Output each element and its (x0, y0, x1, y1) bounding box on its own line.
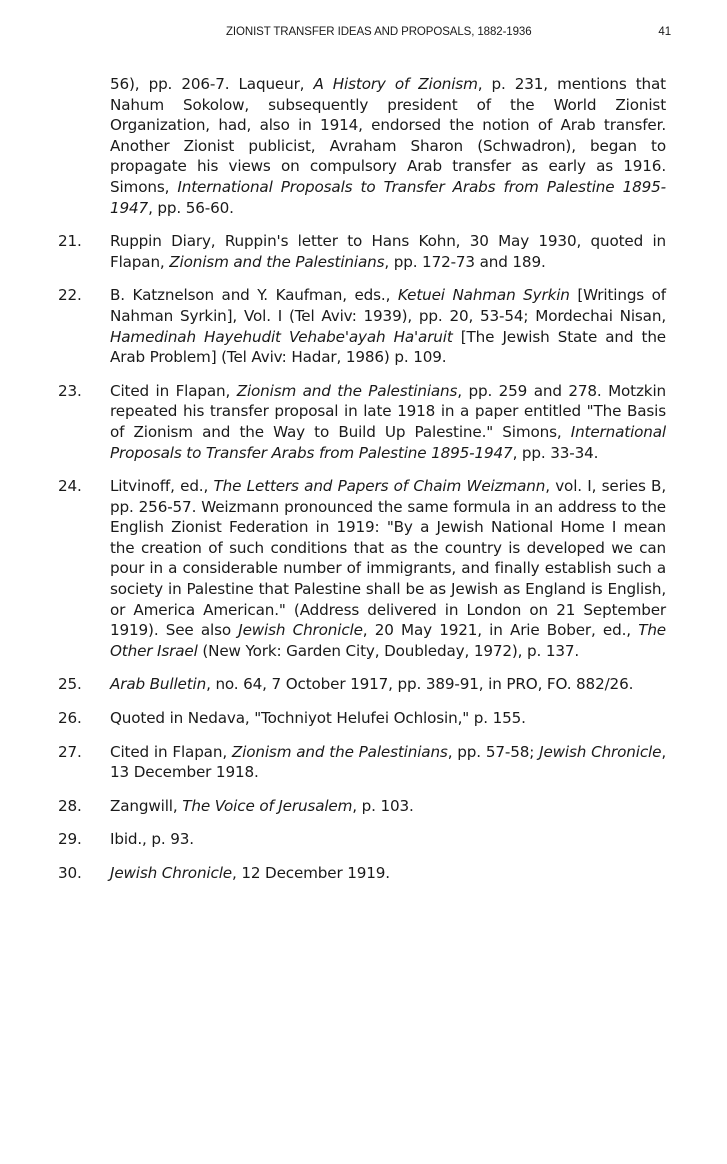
text-run: [Writings of Nahman Syrkin], Vol. I (Tel Aviv: 1939), pp. 20, 53-54; Mordechai Nisan, (110, 286, 666, 325)
italic-title: Jewish Chronicle (110, 864, 232, 882)
endnote (58, 231, 666, 272)
italic-title: Zionism and the Palestinians (236, 381, 458, 400)
endnote (58, 674, 666, 695)
italic-title: Jewish Chronicle (539, 742, 662, 761)
text-run: , p. 103. (352, 796, 414, 815)
text-run: , pp. 33-34. (512, 443, 599, 462)
italic-title: International Proposals to Transfer Arabs from Palestine 1895-1947 (110, 422, 666, 462)
endnote (58, 863, 666, 884)
italic-title: International Proposals to Transfer Arabs from Palestine 1895-1947 (110, 177, 666, 217)
endnotes-list (58, 74, 666, 897)
italic-title: Zionism and the Palestinians (169, 252, 385, 271)
endnote-text (110, 674, 666, 695)
page-number: 41 (658, 26, 671, 38)
text-run: , 20 May 1921, in Arie Bober, ed., (362, 621, 639, 640)
endnote-text (110, 829, 666, 850)
endnote (58, 796, 666, 817)
italic-title: Zionism and the Palestinians (231, 742, 448, 761)
endnote-text (110, 231, 666, 272)
text-run: B. Katznelson and Y. Kaufman, eds., (110, 286, 398, 305)
endnote-text (110, 476, 666, 661)
text-run: Ruppin Diary, Ruppin's letter to Hans Kohn, 30 May 1930, quoted in Flapan, (110, 232, 666, 271)
text-run: Zangwill, (110, 796, 183, 815)
endnote-text (110, 742, 666, 783)
italic-title: The Letters and Papers of Chaim Weizmann (213, 477, 546, 496)
endnote-number: 28. (58, 796, 82, 815)
endnote-text (110, 285, 666, 367)
text-run: , pp. 57-58; (447, 742, 540, 761)
text-run: Cited in Flapan, (110, 381, 237, 400)
text-run: , pp. 172-73 and 189. (384, 252, 546, 271)
text-run: , 12 December 1919. (231, 864, 390, 882)
endnote (58, 708, 666, 729)
endnote-number: 30. (58, 864, 82, 882)
endnote (58, 476, 666, 661)
text-run: , no. 64, 7 October 1917, pp. 389-91, in PRO, FO. 882/26. (206, 675, 634, 694)
italic-title: Arab Bulletin (110, 675, 207, 694)
endnote-number: 29. (58, 830, 82, 849)
endnote (58, 829, 666, 850)
text-run: Cited in Flapan, (110, 742, 232, 761)
endnote-number: 22. (58, 286, 82, 305)
endnote-text (110, 381, 666, 463)
text-run: , vol. I, series B, pp. 256-57. Weizmann pronounced the same formula in an address to the English Zionist Federation in 1919: "By a Jewish National Home I mean the creation of such conditions that as the country is developed we can pour in a considerable number of immigrants, and finally establish such a society in Palestine that Palestine shall be as Jewish as England is English, or America American." (Address delivered in London on 21 September 1919). See also (110, 477, 667, 640)
endnote (58, 381, 666, 463)
text-run: (New York: Garden City, Doubleday, 1972), p. 137. (197, 641, 580, 660)
endnote-number: 26. (58, 709, 82, 728)
italic-title: Jewish Chronicle (238, 621, 363, 640)
text-run: Quoted in Nedava, "Tochniyot Helufei Ochlosin," p. 155. (110, 709, 526, 728)
italic-title: Ketuei Nahman Syrkin (397, 286, 570, 305)
text-run: , pp. 56-60. (148, 198, 234, 217)
text-run: Litvinoff, ed., (110, 477, 214, 496)
italic-title: The Voice of Jerusalem (182, 796, 353, 815)
italic-title: A History of Zionism (313, 75, 478, 93)
endnote-number: 23. (58, 381, 82, 400)
endnote (58, 742, 666, 783)
text-run: [The Jewish State and the Arab Problem] (Tel Aviv: Hadar, 1986) p. 109. (110, 327, 666, 367)
endnote-number: 25. (58, 675, 82, 694)
text-run: , 13 December 1918. (110, 742, 666, 782)
text-run: , p. 231, mentions that Nahum Sokolow, subsequently president of the World Zionist Organization, had, also in 1914, endorsed the notion of Arab transfer. Another Zionist publicist, Avraham Sharon (Schwadron), began to propagate his views on compulsory Arab transfer as early as 1916. Simons, (110, 75, 666, 196)
endnote-text (110, 708, 666, 729)
italic-title: The Other Israel (110, 621, 666, 660)
endnote (58, 285, 666, 367)
text-run: 56), pp. 206-7. Laqueur, (110, 75, 314, 93)
running-head-title: ZIONIST TRANSFER IDEAS AND PROPOSALS, 1882-1936 (226, 26, 532, 38)
endnote-number: 27. (58, 742, 82, 761)
endnote-number: 24. (58, 477, 82, 496)
endnote-text (110, 74, 666, 218)
italic-title: Hamedinah Hayehudit Vehabe'ayah Ha'aruit (110, 327, 453, 346)
text-run: Ibid., p. 93. (110, 830, 194, 849)
running-head (226, 26, 671, 38)
endnote-continuation (58, 74, 666, 218)
text-run: , pp. 259 and 278. Motzkin repeated his transfer proposal in late 1918 in a paper entitled "The Basis of Zionism and the Way to Build Up Palestine." Simons, (110, 381, 666, 441)
endnote-number: 21. (58, 232, 82, 251)
endnote-text (110, 863, 666, 884)
endnote-text (110, 796, 666, 817)
